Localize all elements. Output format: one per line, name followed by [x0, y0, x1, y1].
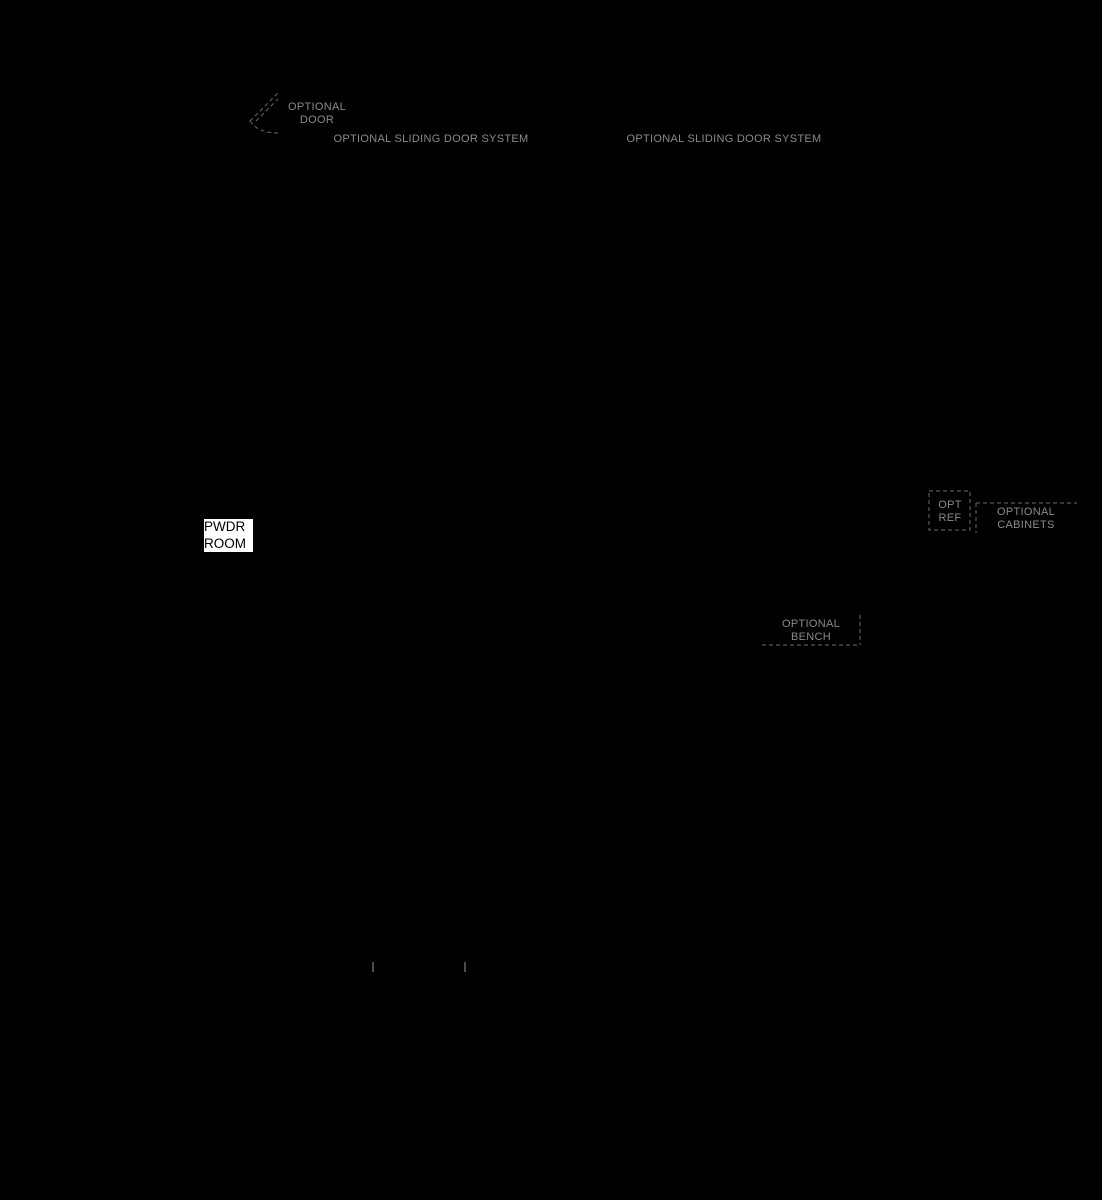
opt-ref-label-line2: REF	[938, 512, 962, 524]
optional-door-symbol	[250, 93, 278, 133]
pwdr-room-line1: PWDR	[204, 519, 246, 534]
optional-cabinets-label-line1: OPTIONAL	[996, 506, 1056, 518]
optional-door-label-line1: OPTIONAL	[287, 101, 347, 113]
sliding-door-right-label: OPTIONAL SLIDING DOOR SYSTEM	[626, 133, 822, 145]
sliding-door-left-label: OPTIONAL SLIDING DOOR SYSTEM	[333, 133, 529, 145]
pwdr-room-label	[204, 519, 253, 552]
optional-bench-label-line1: OPTIONAL	[781, 618, 841, 630]
pwdr-room-line2: ROOM	[204, 535, 246, 551]
optional-door-label-line2: DOOR	[299, 114, 335, 126]
opt-ref-label-line1: OPT	[938, 499, 962, 511]
optional-bench-label-line2: BENCH	[790, 631, 832, 643]
optional-cabinets-label-line2: CABINETS	[997, 519, 1055, 531]
